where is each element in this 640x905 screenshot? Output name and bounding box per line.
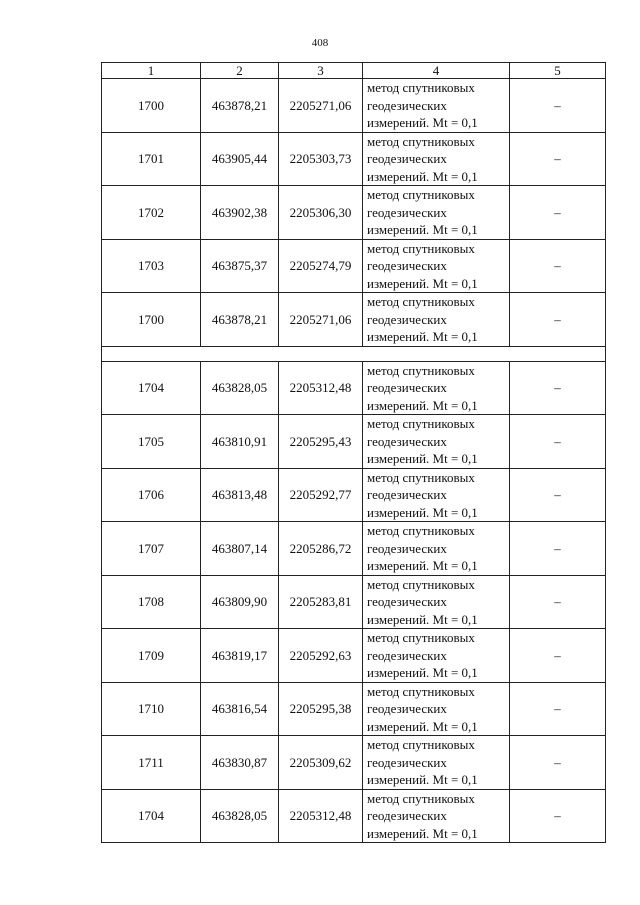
table-row xyxy=(102,293,606,347)
table-row xyxy=(102,361,606,415)
method-line: измерений. Mt = 0,1 xyxy=(367,275,478,291)
column-header: 4 xyxy=(363,63,510,79)
table-row xyxy=(102,789,606,843)
method-cell xyxy=(363,415,510,469)
method-line: измерений. Mt = 0,1 xyxy=(367,772,478,787)
point-number-cell: 1709 xyxy=(102,629,201,683)
table-row xyxy=(102,736,606,790)
method-cell xyxy=(363,239,510,293)
point-number-cell: 1705 xyxy=(102,415,201,469)
point-number-cell: 1706 xyxy=(102,468,201,522)
method-line: геодезических xyxy=(367,380,447,395)
table-row xyxy=(102,132,606,186)
page-number: 408 xyxy=(311,37,329,49)
x-coordinate-cell: 463875,37 xyxy=(201,239,279,293)
method-line: измерений. Mt = 0,1 xyxy=(367,168,478,184)
note-cell: – xyxy=(510,361,606,415)
method-line: геодезических xyxy=(367,647,447,663)
method-cell xyxy=(363,361,510,415)
note-cell: – xyxy=(510,415,606,469)
table-row xyxy=(102,186,606,240)
x-coordinate-cell: 463828,05 xyxy=(201,789,279,843)
point-number-cell: 1708 xyxy=(102,575,201,629)
note-cell: – xyxy=(510,736,606,790)
method-line: геодезических xyxy=(367,487,447,502)
method-line: геодезических xyxy=(367,258,447,273)
method-cell xyxy=(363,522,510,576)
method-line: метод спутниковых xyxy=(367,469,475,485)
x-coordinate-cell: 463878,21 xyxy=(201,293,279,347)
coordinates-table xyxy=(101,62,606,843)
y-coordinate-cell: 2205312,48 xyxy=(279,789,363,843)
group-separator-cell xyxy=(102,346,606,361)
point-number-cell: 1711 xyxy=(102,736,201,790)
point-number-cell: 1701 xyxy=(102,132,201,186)
method-line: геодезических xyxy=(367,808,447,823)
method-line: метод спутниковых xyxy=(367,294,475,309)
y-coordinate-cell: 2205286,72 xyxy=(279,522,363,576)
method-line: геодезических xyxy=(367,311,447,327)
y-coordinate-cell: 2205292,63 xyxy=(279,629,363,683)
method-cell xyxy=(363,736,510,790)
method-line: измерений. Mt = 0,1 xyxy=(367,558,478,573)
x-coordinate-cell: 463819,17 xyxy=(201,629,279,683)
note-cell: – xyxy=(510,186,606,240)
method-line: метод спутниковых xyxy=(367,523,475,538)
method-line: метод спутниковых xyxy=(367,80,475,95)
column-header: 2 xyxy=(201,63,279,79)
note-cell: – xyxy=(510,293,606,347)
x-coordinate-cell: 463809,90 xyxy=(201,575,279,629)
method-line: измерений. Mt = 0,1 xyxy=(367,329,478,344)
method-line: метод спутниковых xyxy=(367,240,475,256)
table-row xyxy=(102,575,606,629)
method-line: метод спутниковых xyxy=(367,187,475,202)
y-coordinate-cell: 2205309,62 xyxy=(279,736,363,790)
method-line: измерений. Mt = 0,1 xyxy=(367,718,478,734)
table-row xyxy=(102,415,606,469)
note-cell: – xyxy=(510,79,606,133)
note-cell: – xyxy=(510,239,606,293)
x-coordinate-cell: 463902,38 xyxy=(201,186,279,240)
method-cell xyxy=(363,789,510,843)
method-line: геодезических xyxy=(367,151,447,166)
y-coordinate-cell: 2205312,48 xyxy=(279,361,363,415)
method-cell xyxy=(363,79,510,133)
table-row xyxy=(102,79,606,133)
method-line: метод спутниковых xyxy=(367,133,475,149)
x-coordinate-cell: 463878,21 xyxy=(201,79,279,133)
point-number-cell: 1704 xyxy=(102,361,201,415)
method-line: метод спутниковых xyxy=(367,576,475,592)
y-coordinate-cell: 2205271,06 xyxy=(279,293,363,347)
point-number-cell: 1704 xyxy=(102,789,201,843)
method-line: метод спутниковых xyxy=(367,630,475,645)
method-line: метод спутниковых xyxy=(367,362,475,378)
method-line: измерений. Mt = 0,1 xyxy=(367,611,478,627)
x-coordinate-cell: 463807,14 xyxy=(201,522,279,576)
point-number-cell: 1707 xyxy=(102,522,201,576)
x-coordinate-cell: 463810,91 xyxy=(201,415,279,469)
note-cell: – xyxy=(510,682,606,736)
y-coordinate-cell: 2205283,81 xyxy=(279,575,363,629)
note-cell: – xyxy=(510,132,606,186)
method-cell xyxy=(363,293,510,347)
method-line: измерений. Mt = 0,1 xyxy=(367,504,478,520)
method-line: геодезических xyxy=(367,754,447,770)
method-line: метод спутниковых xyxy=(367,683,475,699)
y-coordinate-cell: 2205295,38 xyxy=(279,682,363,736)
method-cell xyxy=(363,132,510,186)
note-cell: – xyxy=(510,468,606,522)
table-row xyxy=(102,682,606,736)
point-number-cell: 1702 xyxy=(102,186,201,240)
y-coordinate-cell: 2205303,73 xyxy=(279,132,363,186)
method-line: геодезических xyxy=(367,97,447,113)
method-line: измерений. Mt = 0,1 xyxy=(367,222,478,237)
method-line: геодезических xyxy=(367,594,447,609)
method-line: измерений. Mt = 0,1 xyxy=(367,825,478,841)
note-cell: – xyxy=(510,789,606,843)
method-cell xyxy=(363,468,510,522)
table-row xyxy=(102,629,606,683)
y-coordinate-cell: 2205292,77 xyxy=(279,468,363,522)
method-cell xyxy=(363,575,510,629)
note-cell: – xyxy=(510,629,606,683)
note-cell: – xyxy=(510,522,606,576)
method-cell xyxy=(363,629,510,683)
table-row xyxy=(102,468,606,522)
column-header: 1 xyxy=(102,63,201,79)
method-line: геодезических xyxy=(367,701,447,716)
x-coordinate-cell: 463905,44 xyxy=(201,132,279,186)
table-header-row xyxy=(102,63,606,79)
x-coordinate-cell: 463813,48 xyxy=(201,468,279,522)
method-line: измерений. Mt = 0,1 xyxy=(367,115,478,130)
method-line: геодезических xyxy=(367,540,447,556)
point-number-cell: 1710 xyxy=(102,682,201,736)
note-cell: – xyxy=(510,575,606,629)
method-line: измерений. Mt = 0,1 xyxy=(367,451,478,466)
method-line: метод спутниковых xyxy=(367,737,475,752)
table-row xyxy=(102,522,606,576)
y-coordinate-cell: 2205271,06 xyxy=(279,79,363,133)
method-line: метод спутниковых xyxy=(367,416,475,431)
column-header: 3 xyxy=(279,63,363,79)
y-coordinate-cell: 2205306,30 xyxy=(279,186,363,240)
method-line: геодезических xyxy=(367,433,447,449)
method-line: измерений. Mt = 0,1 xyxy=(367,397,478,413)
method-line: измерений. Mt = 0,1 xyxy=(367,665,478,680)
x-coordinate-cell: 463816,54 xyxy=(201,682,279,736)
group-separator-row xyxy=(102,346,606,361)
table-row xyxy=(102,239,606,293)
method-cell xyxy=(363,186,510,240)
method-line: метод спутниковых xyxy=(367,790,475,806)
point-number-cell: 1700 xyxy=(102,293,201,347)
point-number-cell: 1700 xyxy=(102,79,201,133)
method-line: геодезических xyxy=(367,204,447,220)
y-coordinate-cell: 2205295,43 xyxy=(279,415,363,469)
point-number-cell: 1703 xyxy=(102,239,201,293)
x-coordinate-cell: 463828,05 xyxy=(201,361,279,415)
column-header: 5 xyxy=(510,63,606,79)
method-cell xyxy=(363,682,510,736)
x-coordinate-cell: 463830,87 xyxy=(201,736,279,790)
y-coordinate-cell: 2205274,79 xyxy=(279,239,363,293)
